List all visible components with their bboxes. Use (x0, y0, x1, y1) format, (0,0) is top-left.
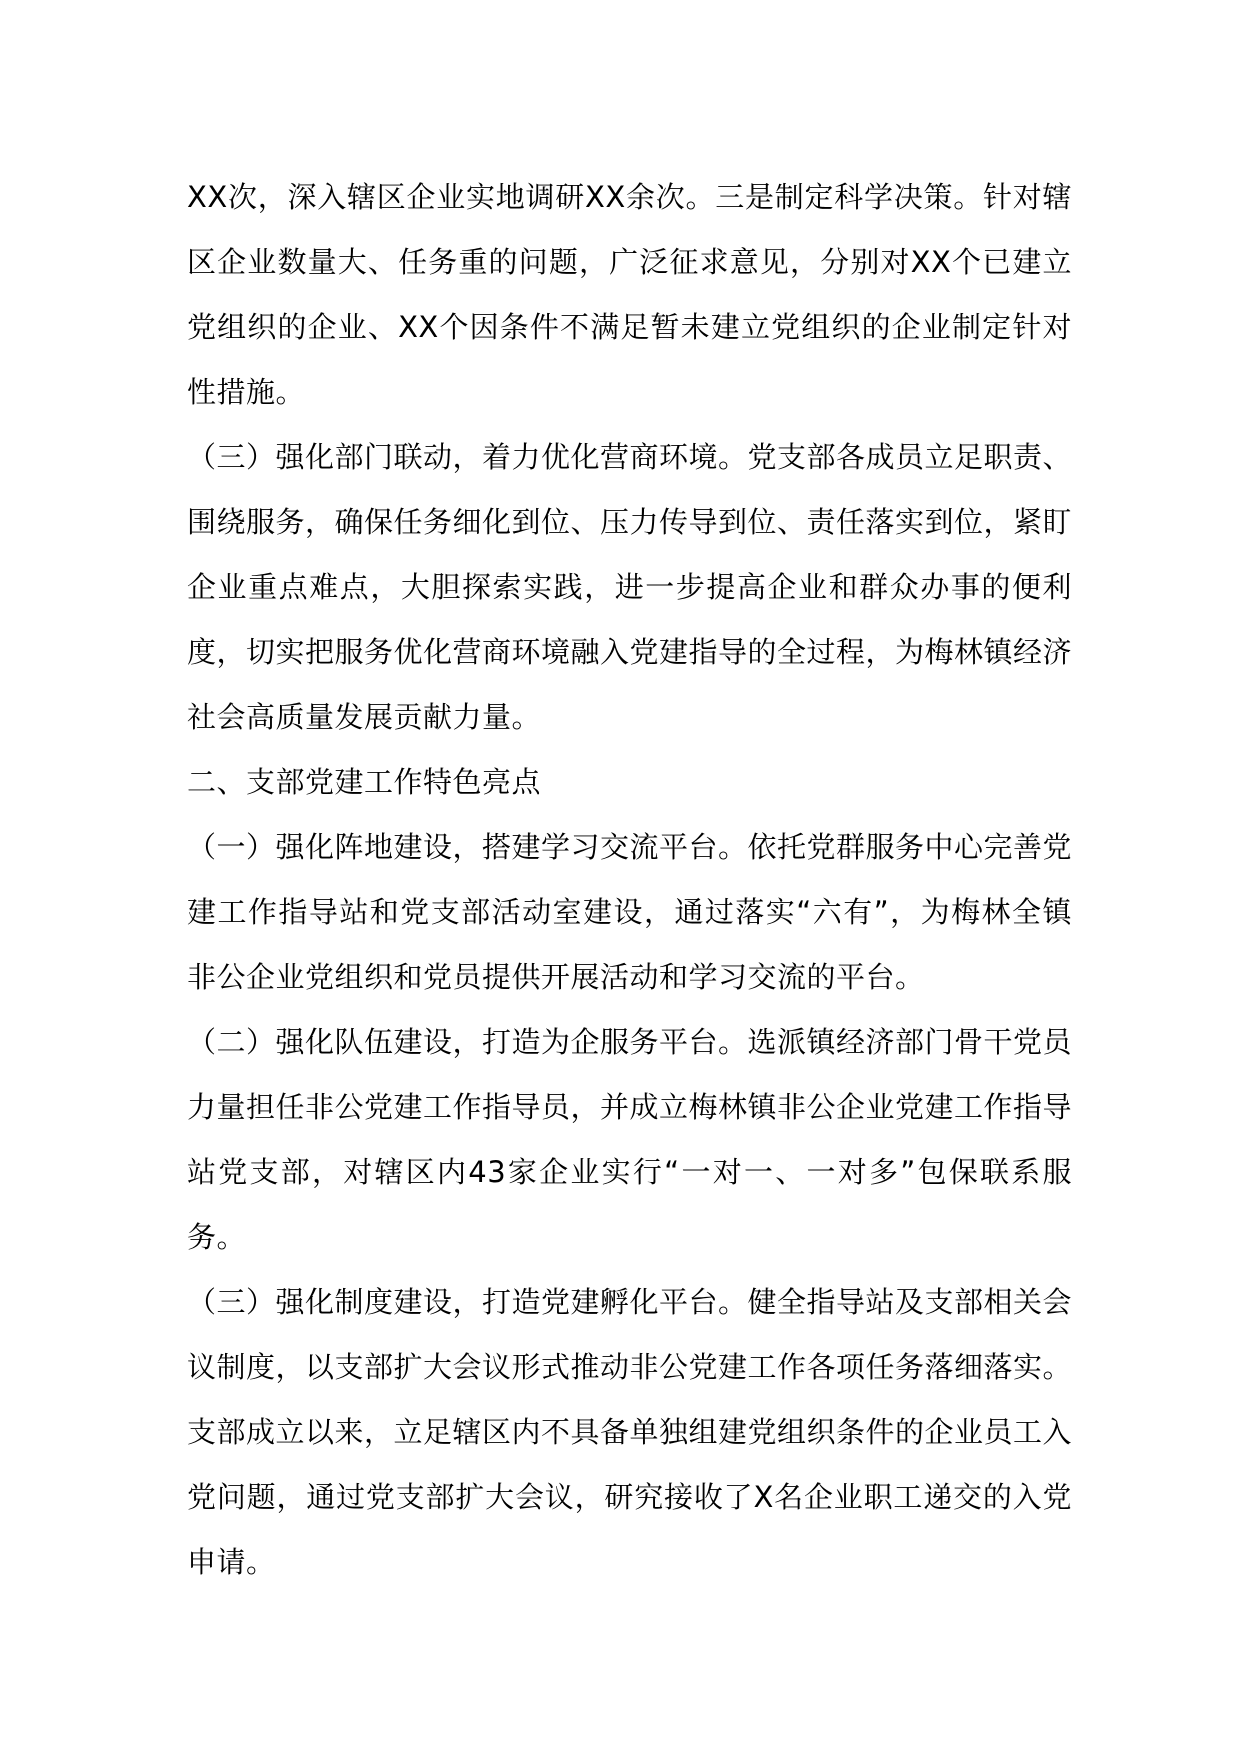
document-body (187, 165, 1072, 1595)
paragraph-1: XX次，深入辖区企业实地调研XX余次。三是制定科学决策。针对辖区企业数量大、任务重的问题，广泛征求意见，分别对XX个已建立党组织的企业、XX个因条件不满足暂未建立党组织的企业制定针对性措施。 (187, 180, 1072, 409)
paragraph-3: （一）强化阵地建设，搭建学习交流平台。依托党群服务中心完善党建工作指导站和党支部活动室建设，通过落实“六有”，为梅林全镇非公企业党组织和党员提供开展活动和学习交流的平台。 (187, 830, 1073, 994)
paragraph-4: （二）强化队伍建设，打造为企服务平台。选派镇经济部门骨干党员力量担任非公党建工作指导员，并成立梅林镇非公企业党建工作指导站党支部，对辖区内43家企业实行“一对一、一对多”包保联系服务。 (187, 1025, 1073, 1254)
paragraph-5: （三）强化制度建设，打造党建孵化平台。健全指导站及支部相关会议制度，以支部扩大会议形式推动非公党建工作各项任务落细落实。支部成立以来，立足辖区内不具备单独组建党组织条件的企业员工入党问题，通过党支部扩大会议，研究接收了X名企业职工递交的入党申请。 (187, 1285, 1073, 1579)
paragraph-2: （三）强化部门联动，着力优化营商环境。党支部各成员立足职责、围绕服务，确保任务细化到位、压力传导到位、责任落实到位，紧盯企业重点难点，大胆探索实践，进一步提高企业和群众办事的便利度，切实把服务优化营商环境融入党建指导的全过程，为梅林镇经济社会高质量发展贡献力量。 (187, 440, 1073, 734)
section-heading: 二、支部党建工作特色亮点 (187, 765, 542, 799)
